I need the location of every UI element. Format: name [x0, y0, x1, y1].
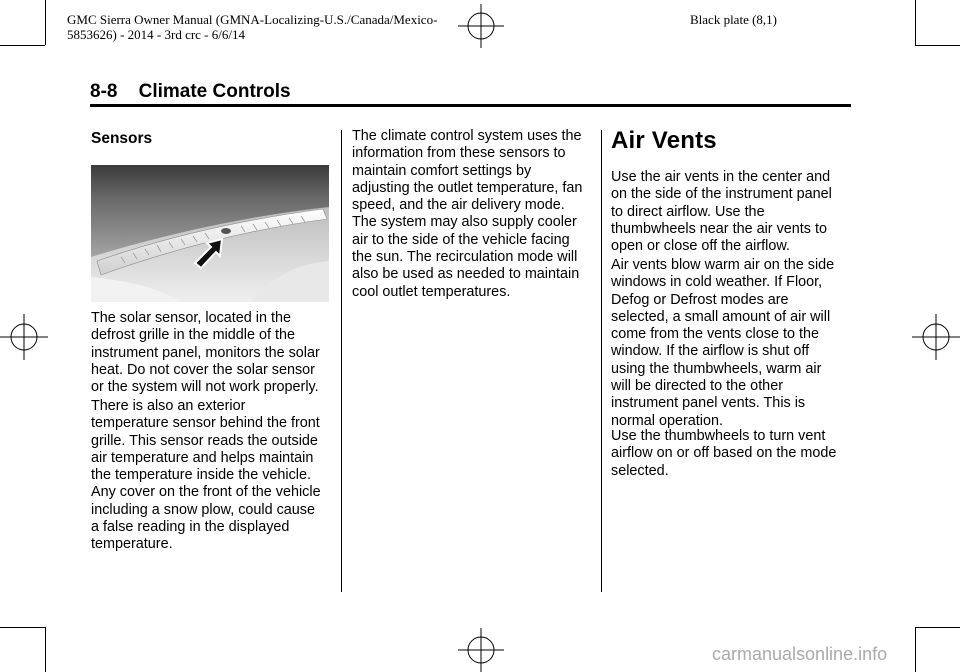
registration-mark-icon [456, 4, 506, 48]
column-divider [341, 130, 342, 592]
solar-sensor-photo [91, 165, 329, 302]
sensors-heading: Sensors [91, 130, 153, 147]
sensors-paragraph: The solar sensor, located in the defrost grille in the middle of the instrument panel, monitors the solar heat. Do not cover the solar sensor or the system will not work properly. [91, 310, 320, 396]
air-vents-paragraph: Air vents blow warm air on the side windows in cold weather. If Floor, Defog or Defrost modes are selected, a small amount of air will come from the vents close to the window. If the airflow is shut off using the thumbwheels, warm air will be directed to the other instrument panel vents. This is normal operation. [611, 257, 835, 429]
header-rule [90, 104, 851, 107]
sensors-continued-paragraph: The climate control system uses the information from these sensors to maintain comfort settings by adjusting the outlet temperature, fan speed, and the air delivery mode. The system may also supply cooler air to the side of the vehicle facing the sun. The recirculation mode will also be used as needed to maintain cool outlet temperatures. [352, 128, 583, 300]
crop-mark [915, 0, 916, 45]
watermark: carmanualsonline.info [712, 644, 888, 664]
air-vents-paragraph: Use the air vents in the center and on the side of the instrument panel to direct airflow. Use the thumbwheels near the air vents to open or close off the airflow. [611, 169, 832, 255]
air-vents-heading: Air Vents [611, 127, 717, 154]
slug-line-2: 5853626) - 2014 - 3rd crc - 6/6/14 [67, 27, 245, 42]
registration-mark-icon [0, 312, 48, 362]
registration-mark-icon [912, 312, 960, 362]
sensors-paragraph: There is also an exterior temperature sensor behind the front grille. This sensor reads the outside air temperature and helps maintain the temperature inside the vehicle. Any cover on the front of the vehicle including a snow plow, could cause a false reading in the displayed temperature. [91, 398, 321, 553]
air-vents-paragraph: Use the thumbwheels to turn vent airflow on or off based on the mode selected. [611, 428, 837, 479]
print-slug [67, 12, 437, 42]
page-header [90, 81, 291, 103]
plate-label: Black plate (8,1) [690, 12, 777, 27]
crop-mark [915, 627, 916, 672]
column-divider [601, 130, 602, 592]
page-number: 8-8 [90, 81, 118, 102]
section-title: Climate Controls [138, 81, 291, 102]
crop-mark [0, 627, 45, 628]
registration-mark-icon [456, 628, 506, 672]
slug-line-1: GMC Sierra Owner Manual (GMNA-Localizing-U.S./Canada/Mexico- [67, 12, 438, 27]
crop-mark [915, 45, 960, 46]
crop-mark [45, 627, 46, 672]
crop-mark [915, 627, 960, 628]
crop-mark [0, 45, 45, 46]
crop-mark [45, 0, 46, 45]
